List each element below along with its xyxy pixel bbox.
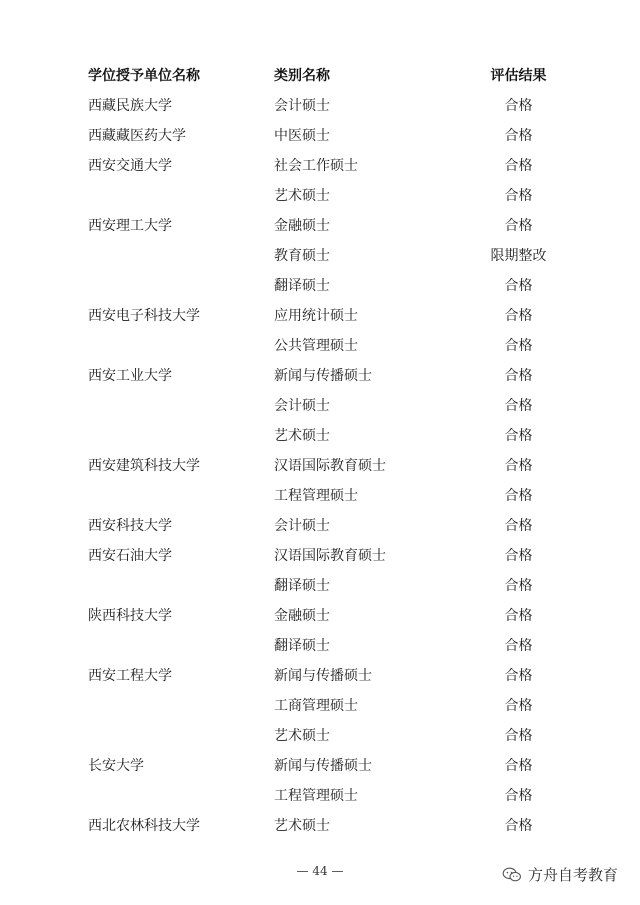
result-cell: 合格 — [504, 788, 533, 804]
header-category: 类别名称 — [274, 68, 330, 84]
result-cell: 合格 — [504, 128, 533, 144]
result-cell: 合格 — [504, 188, 533, 204]
category-cell: 艺术硕士 — [274, 818, 330, 834]
result-cell: 合格 — [504, 728, 533, 744]
table-row — [88, 180, 568, 210]
table-row — [88, 120, 568, 150]
category-cell: 汉语国际教育硕士 — [274, 458, 386, 474]
table-header-row — [88, 60, 568, 90]
institution-cell — [88, 630, 274, 660]
header-result: 评估结果 — [490, 68, 547, 84]
institution-cell — [88, 570, 274, 600]
category-cell: 公共管理硕士 — [274, 338, 358, 354]
institution-cell — [88, 690, 274, 720]
table-row — [88, 600, 568, 630]
result-cell: 合格 — [504, 98, 533, 114]
category-cell: 新闻与传播硕士 — [274, 368, 372, 384]
result-cell: 合格 — [504, 758, 533, 774]
result-cell: 合格 — [504, 698, 533, 714]
table-row — [88, 660, 568, 690]
table-row — [88, 360, 568, 390]
watermark-text: 方舟自考教育 — [527, 866, 618, 884]
institution-cell — [88, 720, 274, 750]
institution-cell — [88, 330, 274, 360]
evaluation-table — [88, 60, 568, 840]
table-row — [88, 570, 568, 600]
institution-cell: 西安石油大学 — [88, 548, 172, 564]
category-cell: 新闻与传播硕士 — [274, 668, 372, 684]
table-row — [88, 510, 568, 540]
category-cell: 会计硕士 — [274, 398, 330, 414]
institution-cell — [88, 240, 274, 270]
result-cell: 合格 — [504, 158, 533, 174]
page-number: — 44 — — [296, 864, 344, 878]
category-cell: 艺术硕士 — [274, 428, 330, 444]
institution-cell: 西安电子科技大学 — [88, 308, 200, 324]
table-row — [88, 390, 568, 420]
watermark — [502, 864, 618, 885]
table-row — [88, 690, 568, 720]
result-cell: 合格 — [504, 518, 533, 534]
result-cell: 合格 — [504, 638, 533, 654]
category-cell: 金融硕士 — [274, 218, 330, 234]
table-row — [88, 720, 568, 750]
result-cell: 合格 — [504, 398, 533, 414]
result-cell: 合格 — [504, 308, 533, 324]
category-cell: 翻译硕士 — [274, 278, 330, 294]
table-row — [88, 330, 568, 360]
table-row — [88, 540, 568, 570]
table-row — [88, 480, 568, 510]
table-row — [88, 450, 568, 480]
result-cell: 合格 — [504, 578, 533, 594]
institution-cell: 西安理工大学 — [88, 218, 172, 234]
table-row — [88, 630, 568, 660]
result-cell: 合格 — [504, 608, 533, 624]
wechat-icon — [502, 867, 522, 883]
category-cell: 新闻与传播硕士 — [274, 758, 372, 774]
category-cell: 艺术硕士 — [274, 188, 330, 204]
result-cell: 合格 — [504, 218, 533, 234]
table-row — [88, 750, 568, 780]
result-cell: 合格 — [504, 338, 533, 354]
category-cell: 工程管理硕士 — [274, 488, 358, 504]
category-cell: 翻译硕士 — [274, 638, 330, 654]
institution-cell: 西安科技大学 — [88, 518, 172, 534]
table-row — [88, 150, 568, 180]
table-row — [88, 420, 568, 450]
table-row — [88, 90, 568, 120]
category-cell: 教育硕士 — [274, 248, 330, 264]
category-cell: 翻译硕士 — [274, 578, 330, 594]
result-cell: 限期整改 — [490, 248, 547, 264]
institution-cell — [88, 180, 274, 210]
result-cell: 合格 — [504, 368, 533, 384]
institution-cell — [88, 780, 274, 810]
result-cell: 合格 — [504, 818, 533, 834]
institution-cell: 西藏民族大学 — [88, 98, 172, 114]
category-cell: 工商管理硕士 — [274, 698, 358, 714]
institution-cell — [88, 420, 274, 450]
result-cell: 合格 — [504, 548, 533, 564]
institution-cell: 长安大学 — [88, 758, 144, 774]
result-cell: 合格 — [504, 428, 533, 444]
category-cell: 社会工作硕士 — [274, 158, 358, 174]
category-cell: 金融硕士 — [274, 608, 330, 624]
result-cell: 合格 — [504, 278, 533, 294]
category-cell: 工程管理硕士 — [274, 788, 358, 804]
table-row — [88, 810, 568, 840]
category-cell: 汉语国际教育硕士 — [274, 548, 386, 564]
institution-cell: 西北农林科技大学 — [88, 818, 200, 834]
institution-cell — [88, 270, 274, 300]
institution-cell: 西藏藏医药大学 — [88, 128, 186, 144]
institution-cell: 西安交通大学 — [88, 158, 172, 174]
table-row — [88, 300, 568, 330]
result-cell: 合格 — [504, 488, 533, 504]
result-cell: 合格 — [504, 458, 533, 474]
category-cell: 中医硕士 — [274, 128, 330, 144]
institution-cell: 西安工业大学 — [88, 368, 172, 384]
table-body — [88, 90, 568, 840]
category-cell: 艺术硕士 — [274, 728, 330, 744]
institution-cell — [88, 390, 274, 420]
table-row — [88, 210, 568, 240]
table-row — [88, 780, 568, 810]
category-cell: 会计硕士 — [274, 518, 330, 534]
table-row — [88, 240, 568, 270]
institution-cell: 西安工程大学 — [88, 668, 172, 684]
category-cell: 会计硕士 — [274, 98, 330, 114]
institution-cell — [88, 480, 274, 510]
institution-cell: 陕西科技大学 — [88, 608, 172, 624]
table-row — [88, 270, 568, 300]
header-institution: 学位授予单位名称 — [88, 68, 200, 84]
result-cell: 合格 — [504, 668, 533, 684]
category-cell: 应用统计硕士 — [274, 308, 358, 324]
institution-cell: 西安建筑科技大学 — [88, 458, 200, 474]
